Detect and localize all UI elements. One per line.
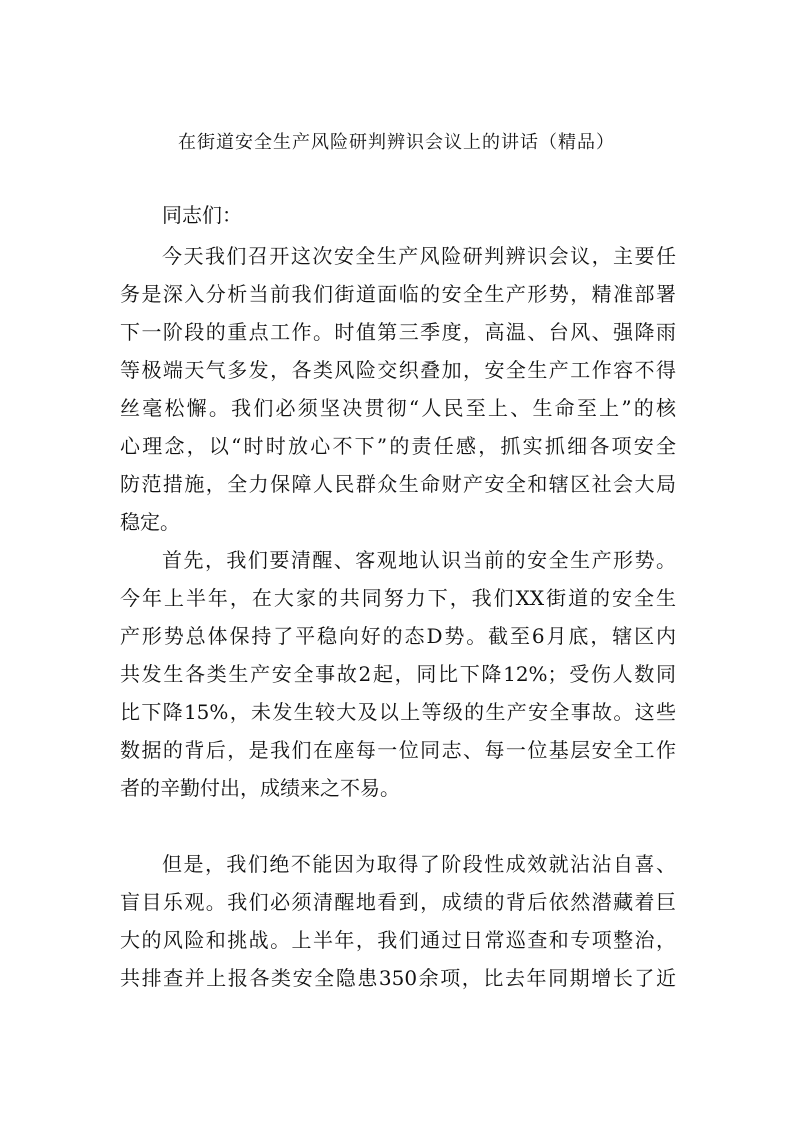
paragraph-line: 下一阶段的重点工作。时值第三季度，高温、台风、强降雨 [120, 320, 676, 344]
paragraph-line: 共发生各类生产安全事故2起，同比下降12%；受伤人数同 [120, 662, 676, 686]
paragraph-line: 心理念，以“时时放心不下”的责任感，抓实抓细各项安全 [120, 434, 676, 458]
paragraph-line: 防范措施，全力保障人民群众生命财产安全和辖区社会大局 [120, 472, 676, 496]
paragraph-line: 但是，我们绝不能因为取得了阶段性成效就沾沾自喜、 [162, 852, 676, 876]
salutation: 同志们： [162, 203, 242, 227]
paragraph-line: 等极端天气多发，各类风险交织叠加，安全生产工作容不得 [120, 358, 676, 382]
paragraph-line: 盲目乐观。我们必须清醒地看到，成绩的背后依然潜藏着巨 [120, 890, 676, 914]
paragraph-line: 者的辛勤付出，成绩来之不易。 [120, 776, 400, 800]
paragraph-line: 共排查并上报各类安全隐患350余项，比去年同期增长了近 [120, 966, 676, 990]
paragraph-line: 稳定。 [120, 510, 180, 534]
paragraph-line: 今年上半年，在大家的共同努力下，我们XX街道的安全生 [120, 586, 676, 610]
paragraph-line: 丝毫松懈。我们必须坚决贯彻“人民至上、生命至上”的核 [120, 396, 676, 420]
paragraph-line: 今天我们召开这次安全生产风险研判辨识会议，主要任 [162, 244, 676, 268]
paragraph-line: 产形势总体保持了平稳向好的态D势。截至6月底，辖区内 [120, 624, 676, 648]
document-title: 在街道安全生产风险研判辨识会议上的讲话（精品） [178, 132, 615, 153]
paragraph-line: 比下降15%，未发生较大及以上等级的生产安全事故。这些 [120, 700, 676, 724]
paragraph-line: 数据的背后，是我们在座每一位同志、每一位基层安全工作 [120, 738, 676, 762]
paragraph-line: 务是深入分析当前我们街道面临的安全生产形势，精准部署 [120, 282, 676, 306]
paragraph-line: 首先，我们要清醒、客观地认识当前的安全生产形势。 [162, 548, 676, 572]
paragraph-line: 大的风险和挑战。上半年，我们通过日常巡查和专项整治， [120, 928, 676, 952]
